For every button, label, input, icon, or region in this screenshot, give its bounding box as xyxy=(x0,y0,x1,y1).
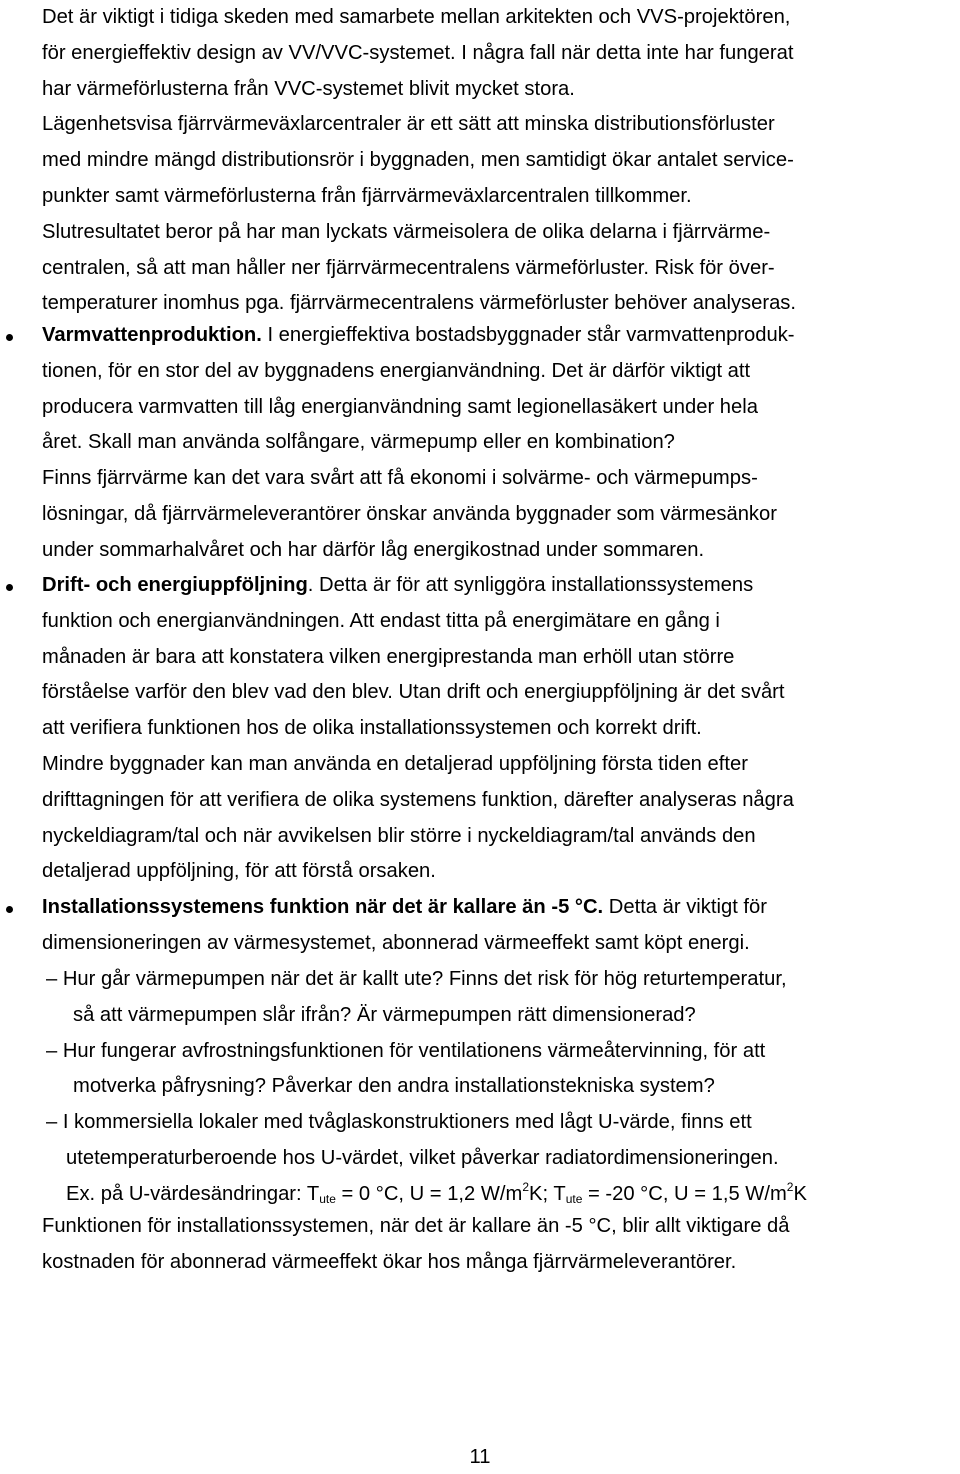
text-line: kostnaden för abonnerad värmeeffekt ökar hos många fjärrvärmeleverantörer. xyxy=(42,1250,737,1273)
dash-item-line: – Hur går värmepumpen när det är kallt ute? Finns det risk för hög returtemperatur, xyxy=(46,968,787,990)
subscript: ute xyxy=(319,1192,336,1206)
text-line: Finns fjärrvärme kan det vara svårt att få ekonomi i solvärme- och värmepumps- xyxy=(42,467,758,490)
bullet-text: . Detta är för att synliggöra installationssystemens xyxy=(307,574,754,596)
dash-item-line: utetemperaturberoende hos U-värdet, vilket påverkar radiatordimensioneringen. xyxy=(66,1146,779,1169)
text-line: lösningar, då fjärrvärmeleverantörer önskar använda byggnader som värmesänkor xyxy=(42,502,777,525)
bullet-drift xyxy=(42,568,954,890)
text-line: tionen, för en stor del av byggnadens energianvändning. Det är därför viktigt att xyxy=(42,359,751,382)
example-line xyxy=(66,1177,956,1213)
bullet-dot xyxy=(6,584,13,591)
dash-item-line: motverka påfrysning? Påverkar den andra installationstekniska system? xyxy=(73,1075,715,1098)
dash-item-line: – Hur fungerar avfrostningsfunktionen för ventilationens värmeåtervinning, för att xyxy=(46,1039,766,1062)
text-line: Funktionen för installationssystemen, när det är kallare än -5 °C, blir allt viktigare då xyxy=(42,1215,790,1237)
bullet-dot xyxy=(6,334,13,341)
bullet-heading: Varmvattenproduktion. xyxy=(42,324,262,346)
bullet-text: Detta är viktigt för xyxy=(603,896,767,918)
text-line: centralen, så att man håller ner fjärrvärmecentralens värmeförluster. Risk för över- xyxy=(42,256,775,279)
text-line: producera varmvatten till låg energianvändning samt legionellasäkert under hela xyxy=(42,395,758,418)
closing-paragraph xyxy=(42,1209,954,1281)
dash-list xyxy=(46,962,958,1177)
text-line: att verifiera funktionen hos de olika installationssystemen och korrekt drift. xyxy=(42,717,702,740)
bullet-text: I energieffektiva bostadsbyggnader står varmvattenproduk- xyxy=(261,324,795,346)
text-line: förståelse varför den blev vad den blev. Utan drift och energiuppföljning är det svårt xyxy=(42,681,785,704)
example-text: Ex. på U-värdesändringar: T xyxy=(66,1183,320,1205)
example-text: = 0 °C, U = 1,2 W/m xyxy=(335,1183,523,1205)
bullet-heading: Drift- och energiuppföljning xyxy=(42,574,308,596)
text-line: nyckeldiagram/tal och när avvikelsen blir större i nyckeldiagram/tal används den xyxy=(42,824,756,847)
superscript: 2 xyxy=(786,1180,794,1194)
text-line: med mindre mängd distributionsrör i byggnaden, men samtidigt ökar antalet service- xyxy=(42,149,794,172)
text-line: funktion och energianvändningen. Att endast titta på energimätare en gång i xyxy=(42,609,720,632)
text-line: har värmeförlusterna från VVC-systemet blivit mycket stora. xyxy=(42,77,575,100)
text-line: temperaturer inomhus pga. fjärrvärmecentralens värmeförluster behöver analyseras. xyxy=(42,292,797,315)
u-value-example xyxy=(66,1177,956,1213)
text-line: drifttagningen för att verifiera de olika systemens funktion, därefter analyseras några xyxy=(42,788,794,811)
text-line: månaden är bara att konstatera vilken energiprestanda man erhöll utan större xyxy=(42,645,735,668)
text-line: Slutresultatet beror på har man lyckats värmeisolera de olika delarna i fjärrvärme- xyxy=(42,220,771,243)
intro-paragraph xyxy=(42,0,954,322)
example-text: K; T xyxy=(529,1183,566,1205)
text-line: dimensioneringen av värmesystemet, abonnerad värmeeffekt samt köpt energi. xyxy=(42,931,750,954)
example-text: K xyxy=(793,1183,807,1205)
text-line: punkter samt värmeförlusterna från fjärrvärmeväxlarcentralen tillkommer. xyxy=(42,184,692,207)
text-line: under sommarhalvåret och har därför låg energikostnad under sommaren. xyxy=(42,538,705,561)
text-line: året. Skall man använda solfångare, värmepump eller en kombination? xyxy=(42,431,675,454)
text-line: Det är viktigt i tidiga skeden med samarbete mellan arkitekten och VVS-projektören, xyxy=(42,6,791,28)
text-line: för energieffektiv design av VV/VVC-systemet. I några fall när detta inte har fungerat xyxy=(42,41,794,64)
bullet-heading: Installationssystemens funktion när det är kallare än -5 °C. xyxy=(42,896,604,918)
dash-item-line: – I kommersiella lokaler med tvåglaskonstruktioners med lågt U-värde, finns ett xyxy=(46,1111,752,1134)
page-number: 11 xyxy=(469,1446,491,1468)
bullet-first-line xyxy=(42,890,954,926)
bullet-dot xyxy=(6,906,13,913)
example-text: = -20 °C, U = 1,5 W/m xyxy=(582,1183,787,1205)
text-line: Mindre byggnader kan man använda en detaljerad uppföljning första tiden efter xyxy=(42,752,748,775)
bullet-varmvatten xyxy=(42,318,954,569)
subscript: ute xyxy=(565,1192,583,1206)
text-line: detaljerad uppföljning, för att förstå orsaken. xyxy=(42,860,436,883)
text-line: Lägenhetsvisa fjärrvärmeväxlarcentraler är ett sätt att minska distributionsförluster xyxy=(42,113,775,136)
bullet-first-line xyxy=(42,568,954,604)
bullet-first-line xyxy=(42,318,954,354)
superscript: 2 xyxy=(522,1180,530,1194)
bullet-installation xyxy=(42,890,954,962)
dash-item-line: så att värmepumpen slår ifrån? Är värmepumpen rätt dimensionerad? xyxy=(73,1003,696,1026)
